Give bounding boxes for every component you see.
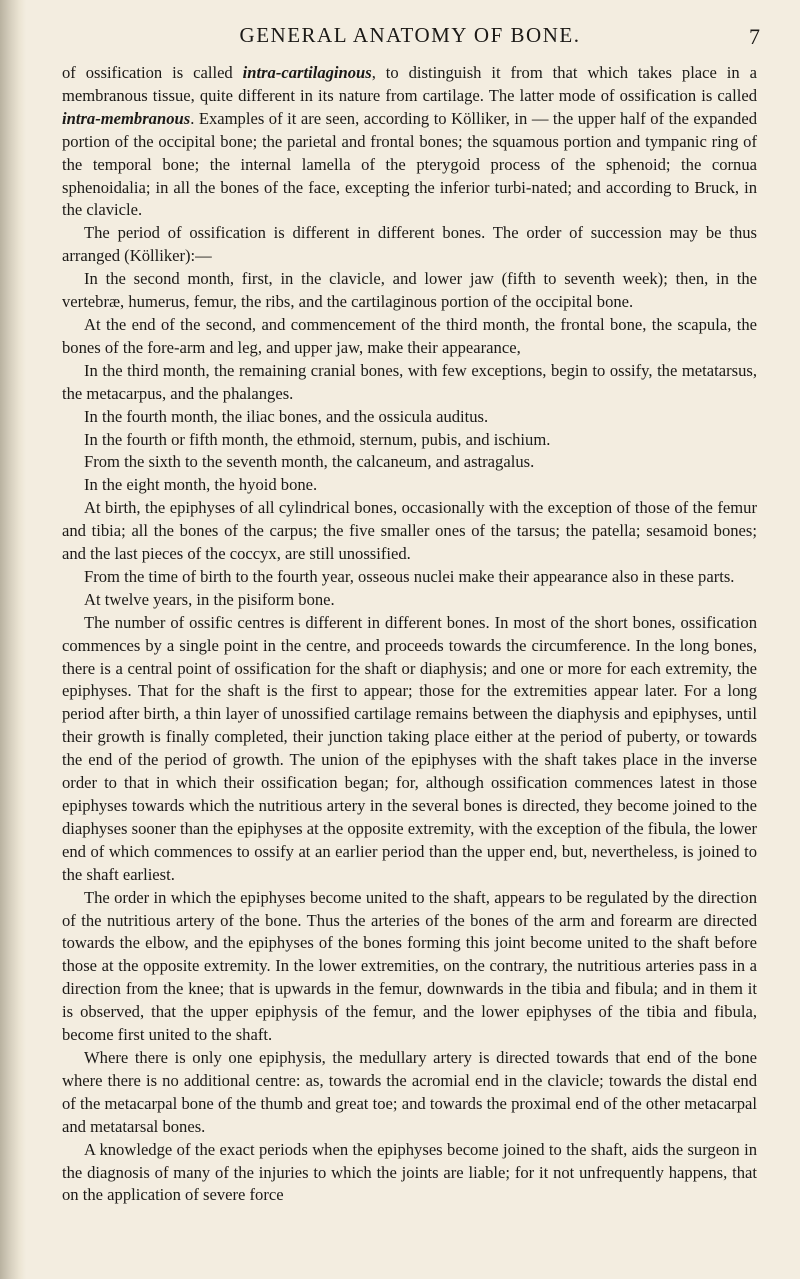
paragraph: The order in which the epiphyses become united to the shaft, appears to be regulated by the direction of the nutritious artery of the bone. Thus the arteries of the bones of the arm and forearm are directed towards the elbow, and the epiphyses of the bones forming this joint become united to the shaft before those at the opposite extremity. In the lower extremities, on the contrary, the nutritious arteries pass in a direction from the knee; that is upwards in the femur, downwards in the tibia and fibula; and in them it is observed, that the upper epiphysis of the femur, and the lower epiphyses of the tibia and fibula, become first united to the shaft. [62,887,757,1045]
paragraph: A knowledge of the exact periods when the epiphyses become joined to the shaft, aids the surgeon in the diagnosis of many of the injuries to which the joints are liable; for it not unfrequently happens, that on the application of severe force [62,1139,757,1205]
page-number: 7 [749,24,760,49]
emphasis-term: intra-cartilaginous [242,63,372,82]
body-text [62,62,757,1207]
text-run: . Examples of it are seen, according to Kölliker, in — the upper half of the expanded portion of the occipital bone; the parietal and frontal bones; the squamous portion and tympanic ring of the temporal bone; the internal lamella of the pterygoid process of the sphenoid; the cornua sphenoidalia; in all the bones of the face, excepting the inferior turbi-nated; and according to Bruck, in the clavicle. [62,108,757,220]
paragraph: The period of ossification is different in different bones. The order of succession may be thus arranged (Kölliker):— [62,223,757,266]
paragraph: At the end of the second, and commencement of the third month, the frontal bone, the scapula, the bones of the fore-arm and leg, and upper jaw, make their appearance, [62,314,757,357]
paragraph: In the fourth or fifth month, the ethmoid, sternum, pubis, and ischium. [84,429,551,449]
paragraph: From the sixth to the seventh month, the calcaneum, and astragalus. [84,452,535,472]
paragraph: At birth, the epiphyses of all cylindrical bones, occasionally with the exception of those of the femur and tibia; all the bones of the carpus; the five smaller ones of the tarsus; the patella; sesamoid bones; and the last pieces of the coccyx, are still unossified. [62,498,757,564]
emphasis-term: intra-membranous [62,108,191,128]
text-run: , to distinguish it from that which takes place in a membranous tissue, quite different in its nature from cartilage. The latter mode of ossification is called [62,63,757,105]
running-head [60,20,760,50]
paragraph: In the second month, first, in the clavicle, and lower jaw (fifth to seventh week); then, in the vertebræ, humerus, femur, the ribs, and the cartilaginous portion of the occipital bone. [62,269,757,312]
paragraph [62,62,757,222]
paragraph: At twelve years, in the pisiform bone. [84,589,335,609]
paragraph: In the eight month, the hyoid bone. [84,475,318,495]
text-run: of ossification is called [62,63,243,82]
paragraph: From the time of birth to the fourth year, osseous nuclei make their appearance also in these parts. [84,566,735,586]
paragraph: In the third month, the remaining cranial bones, with few exceptions, begin to ossify, the metatarsus, the metacarpus, and the phalanges. [62,360,757,403]
paragraph: Where there is only one epiphysis, the medullary artery is directed towards that end of the bone where there is no additional centre: as, towards the acromial end in the clavicle; towards the distal end of the metacarpal bone of the thumb and great toe; and towards the proximal end of the other metacarpal and metatarsal bones. [62,1047,757,1136]
paragraph: The number of ossific centres is different in different bones. In most of the short bones, ossification commences by a single point in the centre, and proceeds towards the circumference. In the long bones, there is a central point of ossification for the shaft or diaphysis; and one or more for each extremity, the epiphyses. That for the shaft is the first to appear; those for the extremities appear later. For a long period after birth, a thin layer of unossified cartilage remains between the diaphysis and epiphyses, until their growth is finally completed, their junction taking place either at the period of puberty, or towards the end of the period of growth. The union of the epiphyses with the shaft takes place in the inverse order to that in which their ossification began; for, although ossification commences latest in those epiphyses towards which the nutritious artery in the several bones is directed, they become joined to the diaphyses sooner than the epiphyses at the opposite extremity, with the exception of the fibula, the lower end of which commences to ossify at an earlier period than the upper end, but, nevertheless, is joined to the shaft earliest. [62,612,757,884]
paragraph: In the fourth month, the iliac bones, and the ossicula auditus. [84,406,489,426]
running-title: GENERAL ANATOMY OF BONE. [239,23,581,47]
